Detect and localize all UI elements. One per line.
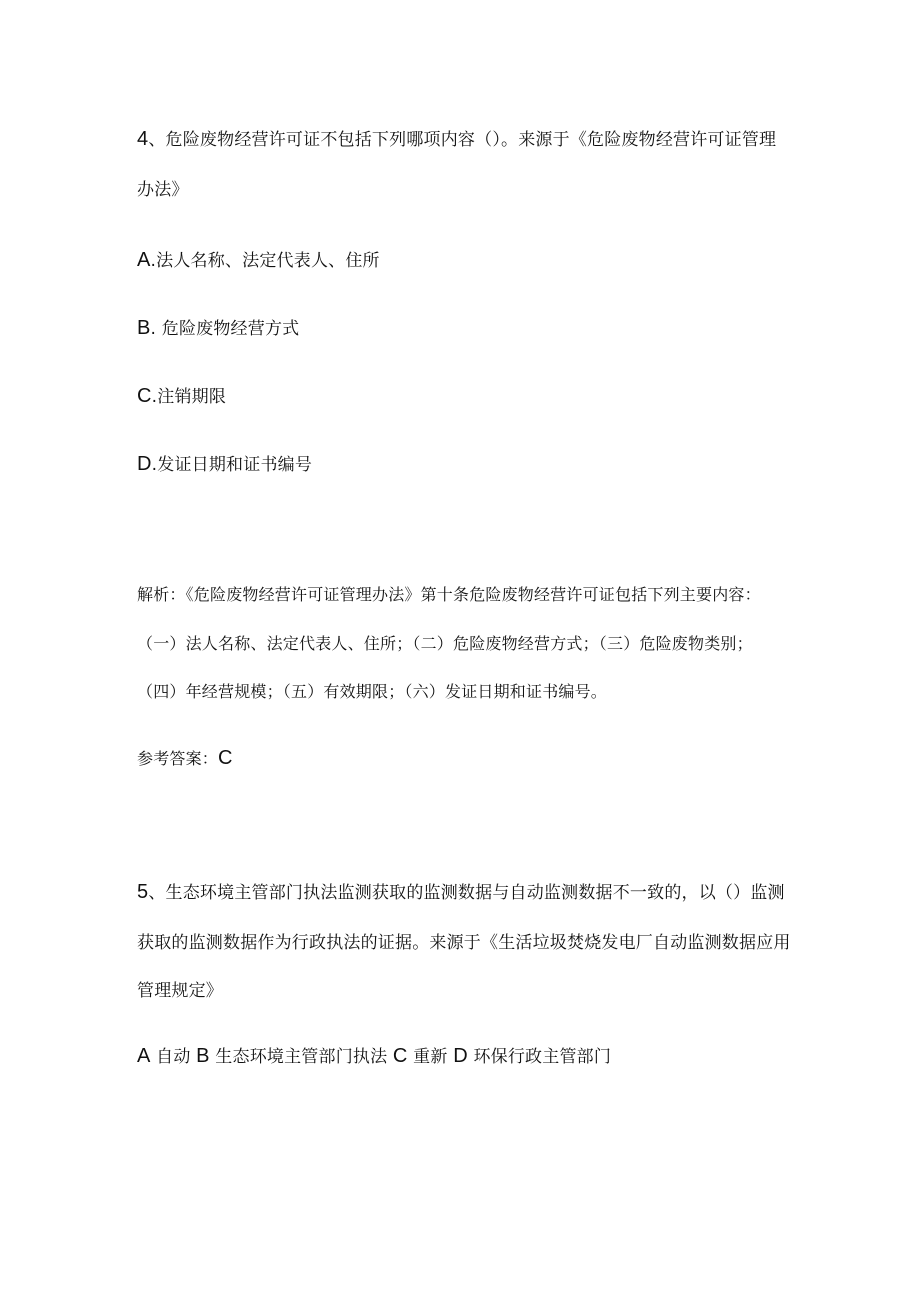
analysis-line3: （四）年经营规模；（五）有效期限；（六）发证日期和证书编号。 bbox=[137, 682, 608, 701]
answer bbox=[137, 746, 233, 770]
question-4-number: 4 bbox=[137, 128, 149, 150]
analysis-line1: 解析：《危险废物经营许可证管理办法》第十条危险废物经营许可证包括下列主要内容： bbox=[137, 585, 761, 604]
question-5-option-c-letter: C bbox=[392, 1045, 408, 1067]
question-4-option-c: C.注销期限 bbox=[137, 385, 227, 407]
question-5-options bbox=[137, 1042, 611, 1068]
question-5-option-a-letter: A bbox=[137, 1045, 151, 1067]
question-4-stem-line1: 4、危险废物经营许可证不包括下列哪项内容（）。来源于《危险废物经营许可证管理 bbox=[137, 128, 777, 150]
question-5-option-b-text: 生态环境主管部门执法 bbox=[209, 1047, 393, 1067]
question-5-option-d-text: 环保行政主管部门 bbox=[467, 1047, 612, 1067]
question-4-option-b: B. 危险废物经营方式 bbox=[137, 317, 300, 339]
question-5-option-a-text: 自动 bbox=[150, 1047, 197, 1067]
analysis-line2: （一）法人名称、法定代表人、住所；（二）危险废物经营方式；（三）危险废物类别； bbox=[137, 634, 753, 653]
question-4-option-d: D.发证日期和证书编号 bbox=[137, 453, 313, 475]
question-5-option-c-text: 重新 bbox=[407, 1047, 454, 1067]
question-5-stem-line1: 5、生态环境主管部门执法监测获取的监测数据与自动监测数据不一致的，以（）监测 bbox=[137, 881, 785, 903]
question-4-stem-line2: 办法》 bbox=[137, 180, 189, 200]
question-5-option-d-letter: D bbox=[453, 1045, 468, 1067]
answer-value: C bbox=[218, 747, 233, 769]
question-5-option-b-letter: B bbox=[196, 1045, 210, 1067]
question-4-option-a: A.法人名称、法定代表人、住所 bbox=[137, 249, 380, 271]
question-5-number: 5 bbox=[137, 881, 149, 903]
answer-label: 参考答案： bbox=[137, 749, 219, 768]
question-5-stem-line3: 管理规定》 bbox=[137, 981, 223, 1001]
question-5-stem-line2: 获取的监测数据作为行政执法的证据。来源于《生活垃圾焚烧发电厂自动监测数据应用 bbox=[137, 933, 791, 953]
